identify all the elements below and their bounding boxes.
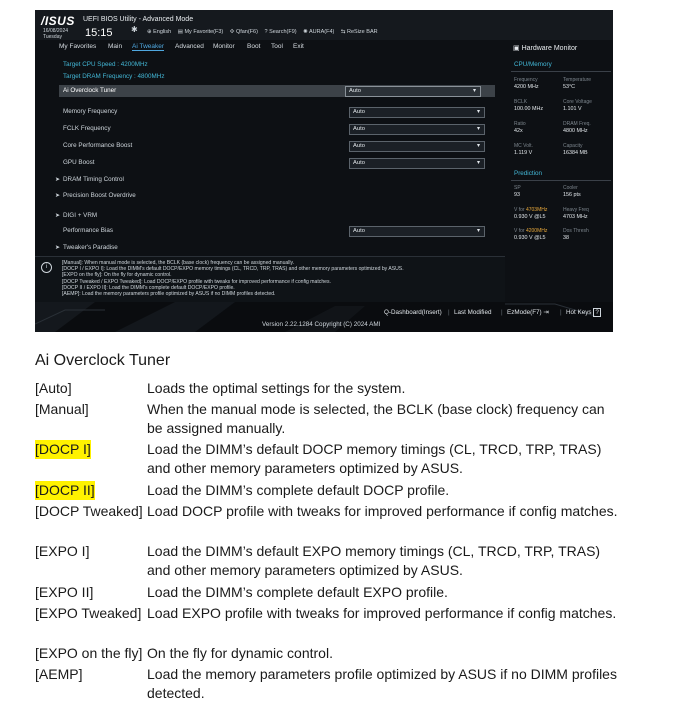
- frequency-value: 4200 MHz: [514, 84, 539, 90]
- last-modified-button[interactable]: Last Modified: [454, 309, 492, 316]
- option-description: Load the DIMM’s complete default DOCP profile.: [147, 482, 450, 498]
- bios-menu-bar: [35, 40, 505, 53]
- bios-bottom-bar: [35, 302, 613, 332]
- option-key: [AEMP]: [35, 666, 83, 682]
- temperature-value: 53°C: [563, 84, 576, 90]
- v-for-heavy-label: V for 4703MHz: [514, 207, 548, 213]
- separator: |: [448, 309, 450, 316]
- dropdown-value: Auto: [353, 228, 365, 234]
- option-key: [Manual]: [35, 401, 89, 417]
- ai-overclock-tuner-row[interactable]: [59, 85, 495, 97]
- option-key: [DOCP Tweaked]: [35, 503, 143, 519]
- settings-gear-icon[interactable]: ✱: [131, 25, 138, 34]
- temperature-label: Temperature: [563, 77, 592, 83]
- section-heading: Ai Overclock Tuner: [35, 352, 171, 369]
- performance-bias-row[interactable]: [63, 225, 493, 237]
- info-icon: i: [41, 262, 52, 273]
- dropdown-arrow-icon: ▾: [476, 126, 480, 132]
- date-text: 16/08/2024: [43, 28, 69, 34]
- setting-label: Memory Frequency: [63, 108, 118, 115]
- gpu-boost-row[interactable]: [63, 157, 493, 169]
- chevron-right-icon: ➤: [55, 177, 61, 183]
- dram-timing-control-row[interactable]: [55, 174, 493, 186]
- memory-frequency-dropdown[interactable]: [349, 107, 485, 118]
- bios-toolbar: [147, 29, 383, 35]
- core-voltage-label: Core Voltage: [563, 99, 592, 105]
- option-description: When the manual mode is selected, the BCLK (base clock) frequency can be assigned manually.: [147, 401, 605, 436]
- ai-overclock-tuner-dropdown[interactable]: [345, 86, 481, 97]
- option-key: [EXPO I]: [35, 543, 90, 559]
- frequency-label: Frequency: [514, 77, 538, 83]
- menu-my-favorites[interactable]: My Favorites: [59, 43, 97, 50]
- hardware-monitor-title: ▣ Hardware Monitor: [513, 45, 578, 52]
- tweakers-paradise-row[interactable]: [55, 242, 493, 254]
- bios-date: [43, 29, 68, 40]
- version-text: Version 2.22.1284 Copyright (C) 2024 AMI: [262, 321, 381, 328]
- setting-label: Core Performance Boost: [63, 142, 133, 149]
- memory-frequency-row[interactable]: [63, 106, 493, 118]
- dos-thresh-value: 38: [563, 235, 569, 241]
- heavy-freq-label: Heavy Freq: [563, 207, 589, 213]
- option-key: [Auto]: [35, 380, 72, 396]
- hardware-monitor-panel: [508, 55, 613, 263]
- q-dashboard-button[interactable]: Q-Dashboard(Insert): [384, 309, 442, 316]
- dropdown-arrow-icon: ▾: [476, 228, 480, 234]
- dram-freq-label: DRAM Freq.: [563, 121, 591, 127]
- option-key-highlighted: [DOCP I]: [35, 441, 91, 457]
- help-icon: ?: [595, 309, 599, 316]
- my-favorite-button[interactable]: ▤ My Favorite(F3): [177, 29, 224, 35]
- bclk-value: 100.00 MHz: [514, 106, 544, 112]
- v-for-base-value: 0.930 V @L5: [514, 235, 546, 241]
- dropdown-arrow-icon: ▾: [472, 88, 476, 94]
- dropdown-value: Auto: [353, 126, 365, 132]
- menu-tool[interactable]: Tool: [271, 43, 283, 50]
- dropdown-value: Auto: [353, 109, 365, 115]
- option-description: Load the DIMM’s complete default EXPO profile.: [147, 584, 448, 600]
- precision-boost-overdrive-row[interactable]: [55, 190, 493, 202]
- setting-label: Target CPU Speed : 4200MHz: [63, 61, 148, 68]
- dropdown-value: Auto: [353, 160, 365, 166]
- core-performance-boost-dropdown[interactable]: [349, 141, 485, 152]
- sp-value: 93: [514, 192, 520, 198]
- dropdown-arrow-icon: ▾: [476, 143, 480, 149]
- dropdown-arrow-icon: ▾: [476, 160, 480, 166]
- qfan-button[interactable]: ✣ Qfan(F6): [229, 29, 258, 35]
- chevron-right-icon: ➤: [55, 213, 61, 219]
- option-description: Load the DIMM’s default DOCP memory timings (CL, TRCD, TRP, TRAS) and other memory parameters optimized by ASUS.: [147, 441, 602, 476]
- bios-clock: 15:15: [85, 27, 113, 39]
- bios-title: UEFI BIOS Utility - Advanced Mode: [83, 16, 194, 23]
- option-description: Load the memory parameters profile optimized by ASUS if no DIMM profiles detected.: [147, 666, 617, 701]
- core-performance-boost-row[interactable]: [63, 140, 493, 152]
- divider: [511, 180, 611, 181]
- dropdown-value: Auto: [349, 88, 361, 94]
- bclk-label: BCLK: [514, 99, 528, 105]
- prediction-heading: Prediction: [514, 170, 543, 177]
- help-text: [Manual]: When manual mode is selected, the BCLK (base clock) frequency can be assigned manually. [DOCP I / EXPO I]: Load the DIMM's default DOCP/EXPO memory timings (CL, TRCD, TRP, TRAS) and other memory parameters optimized by ASUS. [EXPO on the fly]: On the fly for dynamic control. [DOCP Tweaked / EXPO Tweaked]: Load DOCP/EXPO profile with tweaks for improved performance if config matches. [DOCP II / EXPO II]: Load the DIMM's complete default DOCP/EXPO profile. [AEMP]: Load the memory parameters profile optimized by ASUS if no DIMM profiles detected.: [62, 260, 404, 298]
- option-description: Load EXPO profile with tweaks for improved performance if config matches.: [147, 605, 617, 621]
- menu-advanced[interactable]: Advanced: [175, 43, 204, 50]
- option-description: Loads the optimal settings for the system.: [147, 380, 406, 396]
- cpu-memory-heading: CPU/Memory: [514, 61, 552, 68]
- setting-label: Tweaker's Paradise: [63, 244, 118, 251]
- mc-volt-label: MC Volt.: [514, 143, 533, 149]
- setting-label: FCLK Frequency: [63, 125, 111, 132]
- ratio-label: Ratio: [514, 121, 526, 127]
- gpu-boost-dropdown[interactable]: [349, 158, 485, 169]
- cooler-value: 156 pts: [563, 192, 581, 198]
- menu-exit[interactable]: Exit: [293, 43, 304, 50]
- digi-vrm-row[interactable]: [55, 210, 493, 222]
- core-voltage-value: 1.101 V: [563, 106, 582, 112]
- capacity-label: Capacity: [563, 143, 583, 149]
- option-description: Load DOCP profile with tweaks for improved performance if config matches.: [147, 503, 618, 519]
- heavy-freq-value: 4703 MHz: [563, 214, 588, 220]
- dropdown-value: Auto: [353, 143, 365, 149]
- target-dram-frequency-row: [63, 71, 493, 83]
- search-button[interactable]: ? Search(F9): [264, 29, 297, 35]
- hot-keys-button[interactable]: Hot Keys ?: [566, 309, 599, 316]
- dos-thresh-label: Dos Thresh: [563, 228, 589, 234]
- menu-monitor[interactable]: Monitor: [213, 43, 235, 50]
- help-info-panel: [35, 256, 505, 302]
- sp-label: SP: [514, 185, 521, 191]
- setting-label: Ai Overclock Tuner: [63, 87, 117, 94]
- separator: |: [501, 309, 503, 316]
- target-cpu-speed-row: [63, 59, 493, 71]
- day-text: Tuesday: [43, 33, 62, 40]
- fclk-frequency-row[interactable]: [63, 123, 493, 135]
- ezmode-button[interactable]: EzMode(F7) ⇥: [507, 309, 549, 316]
- fclk-frequency-dropdown[interactable]: [349, 124, 485, 135]
- option-key: [EXPO Tweaked]: [35, 605, 142, 621]
- setting-label: Performance Bias: [63, 227, 114, 234]
- bios-screenshot: [35, 10, 613, 332]
- setting-label: Precision Boost Overdrive: [63, 192, 136, 199]
- setting-label: DRAM Timing Control: [63, 176, 124, 183]
- language-button[interactable]: ⊕ English: [147, 29, 172, 35]
- bios-top-bar: [35, 10, 613, 40]
- setting-label: Target DRAM Frequency : 4800MHz: [63, 73, 165, 80]
- exit-arrow-icon: ⇥: [543, 309, 549, 316]
- v-for-heavy-value: 0.930 V @L5: [514, 214, 546, 220]
- divider: [511, 71, 611, 72]
- setting-label: DIGI + VRM: [63, 212, 98, 219]
- resize-bar-button[interactable]: ⇆ ReSize BAR: [340, 29, 378, 35]
- cooler-label: Cooler: [563, 185, 578, 191]
- dropdown-arrow-icon: ▾: [476, 109, 480, 115]
- chevron-right-icon: ➤: [55, 245, 61, 251]
- asus-logo: /ISUS: [41, 14, 75, 28]
- setting-label: GPU Boost: [63, 159, 95, 166]
- option-key: [EXPO II]: [35, 584, 94, 600]
- aura-button[interactable]: ✺ AURA(F4): [303, 29, 335, 35]
- option-key-highlighted: [DOCP II]: [35, 482, 95, 498]
- option-description: Load the DIMM’s default EXPO memory timings (CL, TRCD, TRP, TRAS) and other memory parameters optimized by ASUS.: [147, 543, 601, 578]
- mc-volt-value: 1.119 V: [514, 150, 533, 156]
- capacity-value: 16384 MB: [563, 150, 588, 156]
- option-description: On the fly for dynamic control.: [147, 645, 333, 661]
- ratio-value: 42x: [514, 128, 523, 134]
- separator: |: [560, 309, 562, 316]
- dram-freq-value: 4800 MHz: [563, 128, 588, 134]
- chevron-right-icon: ➤: [55, 193, 61, 199]
- performance-bias-dropdown[interactable]: [349, 226, 485, 237]
- menu-boot[interactable]: Boot: [247, 43, 261, 50]
- menu-ai-tweaker[interactable]: Ai Tweaker: [132, 43, 165, 50]
- v-for-base-label: V for 4200MHz: [514, 228, 548, 234]
- menu-main[interactable]: Main: [108, 43, 123, 50]
- option-key: [EXPO on the fly]: [35, 645, 143, 661]
- settings-list: [35, 53, 505, 254]
